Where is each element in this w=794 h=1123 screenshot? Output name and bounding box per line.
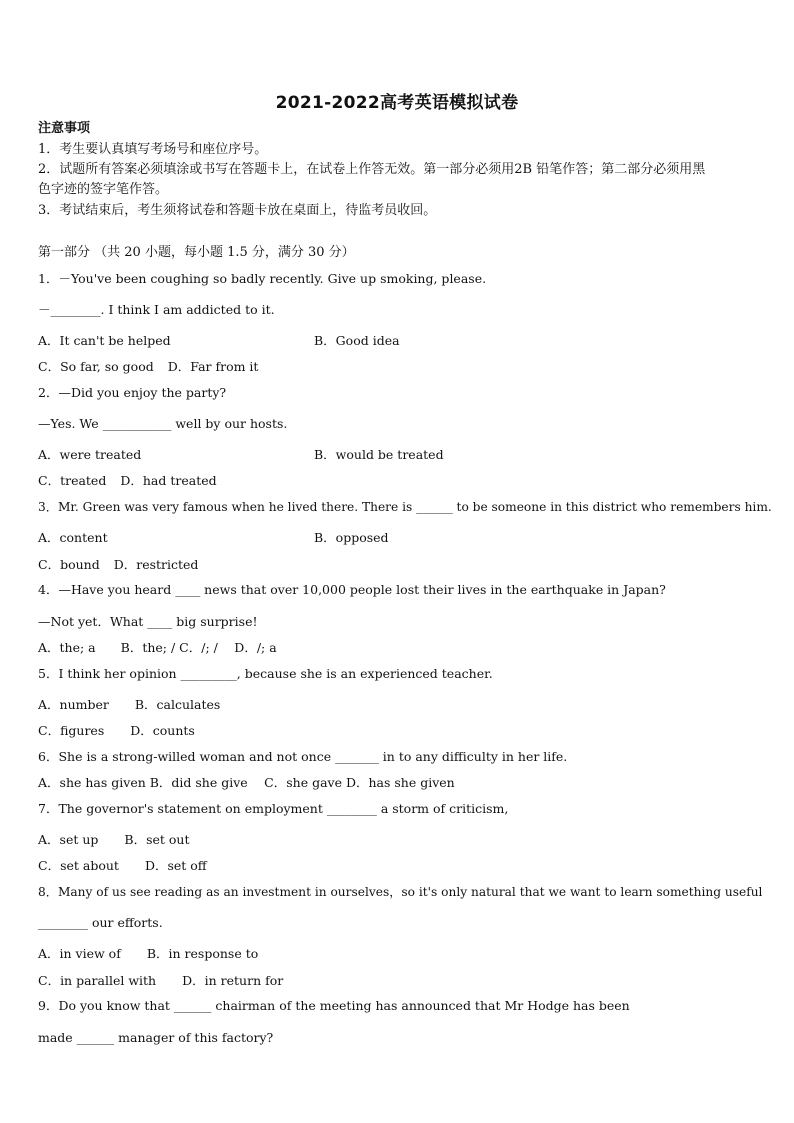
q7-stem: 7．The governor's statement on employment ________ a storm of criticism, — [38, 801, 509, 816]
q8-stem-2: ________ our efforts. — [38, 915, 163, 930]
q1-option-a: A．It can't be helped — [38, 333, 171, 348]
q8-stem: 8．Many of us see reading as an investment in ourselves，so it's only natural that we want to learn something useful — [38, 885, 763, 899]
q2-option-a: A．were treated — [38, 447, 142, 462]
q1-stem-2: －________. I think I am addicted to it. — [38, 302, 275, 317]
notice-item-2-cont: 色字迹的签字笔作答。 — [38, 182, 169, 197]
q3-stem: 3．Mr. Green was very famous when he lived there. There is ______ to be someone in this district who remembers him. — [38, 500, 772, 514]
q3-option-d: D．restricted — [113, 557, 199, 572]
q8-option-d: D．in return for — [182, 973, 284, 988]
q2-stem-2: —Yes. We ___________ well by our hosts. — [38, 416, 288, 431]
q5-option-c: C．figures — [38, 723, 105, 738]
q3-option-a: A．content — [38, 530, 108, 545]
q4-options: A．the; a B．the; / C．/; / D．/; a — [38, 640, 277, 655]
q8-options-cd — [38, 973, 283, 989]
q2-option-c: C．treated — [38, 473, 107, 488]
q5-options-ab — [38, 697, 220, 713]
notice-item-1: 1．考生要认真填写考场号和座位序号。 — [38, 142, 268, 157]
q7-option-a: A．set up — [38, 832, 99, 847]
q5-option-d: D．counts — [130, 723, 195, 738]
page-title: 2021-2022高考英语模拟试卷 — [275, 93, 519, 113]
q1-stem: 1．－You've been coughing so badly recently. Give up smoking, please. — [38, 271, 487, 286]
q7-option-d: D．set off — [144, 858, 207, 873]
q5-option-b: B．calculates — [134, 697, 221, 712]
q6-stem: 6．She is a strong-willed woman and not once _______ in to any difficulty in her life. — [38, 749, 568, 764]
q8-option-c: C．in parallel with — [38, 973, 157, 988]
q7-options-cd — [38, 858, 207, 874]
section-heading: 第一部分 （共 20 小题，每小题 1.5 分，满分 30 分） — [38, 245, 355, 260]
notice-item-2: 2．试题所有答案必须填涂或书写在答题卡上，在试卷上作答无效。第一部分必须用2B 铅笔作答；第二部分必须用黑 — [38, 162, 706, 177]
q5-options-cd — [38, 723, 195, 739]
q3-option-c: C．bound — [38, 557, 100, 572]
q1-option-d: D．Far from it — [167, 359, 259, 374]
q3-options-cd — [38, 557, 198, 573]
q9-stem-2: made ______ manager of this factory? — [38, 1030, 274, 1045]
q1-option-c: C．So far, so good — [38, 359, 154, 374]
q1-option-b: B．Good idea — [314, 333, 400, 348]
q4-stem: 4．—Have you heard ____ news that over 10,000 people lost their lives in the earthquake in Japan? — [38, 582, 666, 597]
q2-option-b: B．would be treated — [314, 447, 444, 462]
q4-stem-2: —Not yet．What ____ big surprise! — [38, 614, 258, 629]
q8-options-ab — [38, 946, 258, 962]
q7-option-c: C．set about — [38, 858, 119, 873]
q8-option-a: A．in view of — [38, 946, 121, 961]
q5-stem: 5．I think her opinion _________, because she is an experienced teacher. — [38, 666, 493, 681]
q2-options-cd — [38, 473, 217, 489]
q5-option-a: A．number — [38, 697, 109, 712]
q2-stem: 2．—Did you enjoy the party? — [38, 385, 227, 400]
q9-stem: 9．Do you know that ______ chairman of the meeting has announced that Mr Hodge has been — [38, 998, 630, 1013]
q7-options-ab — [38, 832, 190, 848]
q1-options-cd — [38, 359, 258, 375]
q8-option-b: B．in response to — [146, 946, 259, 961]
q6-options: A．she has given B．did she give C．she gave D．has she given — [38, 775, 455, 790]
notice-item-3: 3．考试结束后，考生须将试卷和答题卡放在桌面上，待监考员收回。 — [38, 203, 437, 218]
q3-option-b: B．opposed — [314, 530, 389, 545]
q7-option-b: B．set out — [124, 832, 190, 847]
q2-option-d: D．had treated — [120, 473, 217, 488]
notice-heading: 注意事项 — [38, 121, 91, 136]
